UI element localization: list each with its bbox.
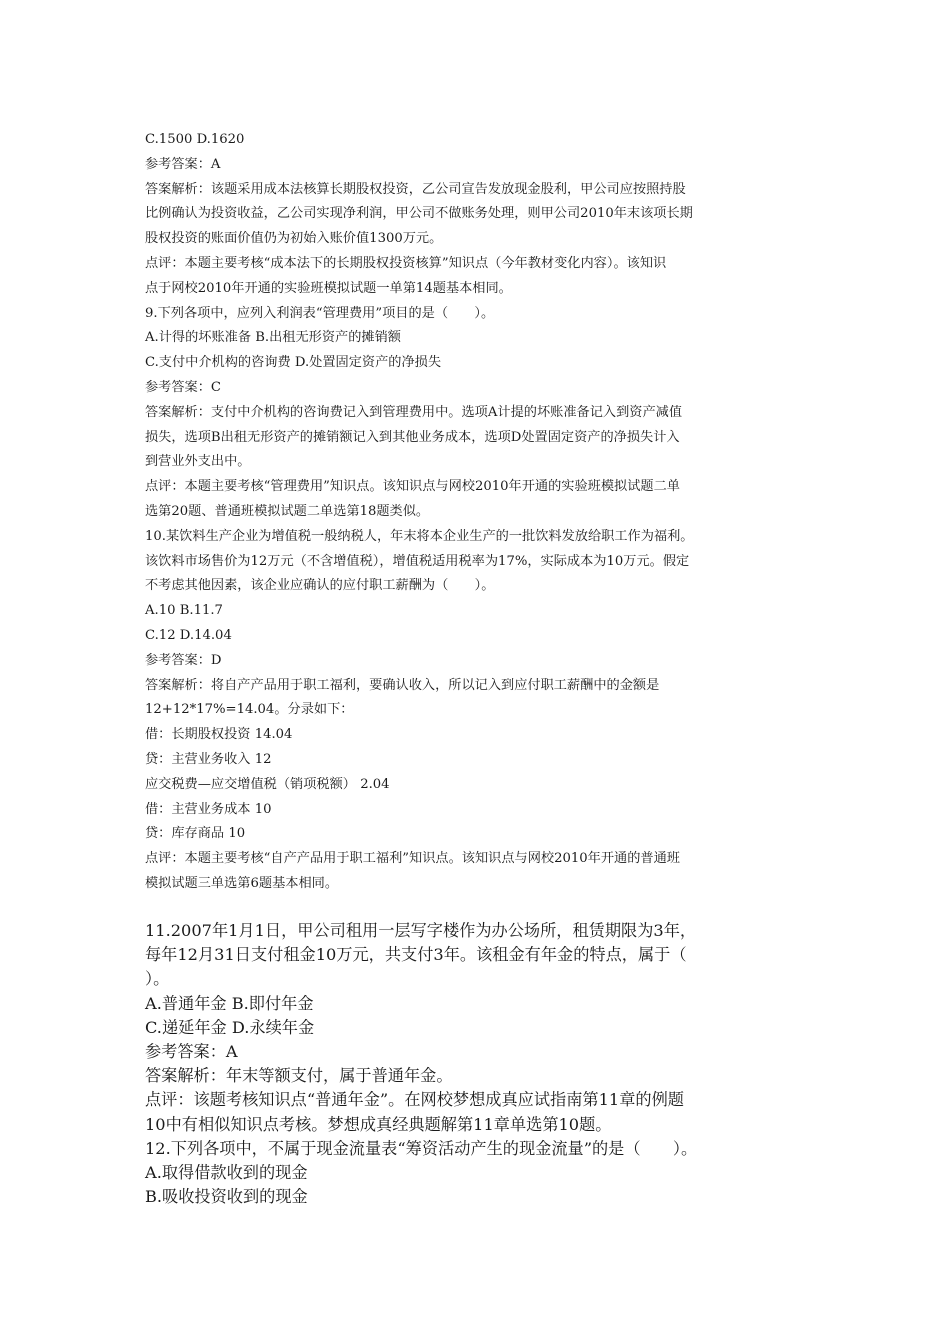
exam-section-large-text <box>145 919 825 1209</box>
text-line: 借：长期股权投资 14.04 <box>145 727 293 743</box>
text-line: A.取得借款收到的现金 <box>145 1162 308 1182</box>
text-line: 12+12*17%=14.04。分录如下： <box>145 702 354 718</box>
text-line: 该饮料市场售价为12万元（不含增值税），增值税适用税率为17%，实际成本为10万元。假定 <box>145 553 690 569</box>
text-line: 每年12月31日支付租金10万元，共支付3年。该租金有年金的特点，属于（ <box>145 945 687 965</box>
text-line: 模拟试题三单选第6题基本相同。 <box>145 875 339 891</box>
text-line: A.计得的坏账准备 B.出租无形资产的摊销额 <box>145 330 401 346</box>
text-line: A.普通年金 B.即付年金 <box>145 993 314 1013</box>
text-line: 点于网校2010年开通的实验班模拟试题一单第14题基本相同。 <box>145 280 512 296</box>
text-line: 贷：库存商品 10 <box>145 826 246 842</box>
text-line: 点评：该题考核知识点“普通年金”。在网校梦想成真应试指南第11章的例题 <box>145 1090 684 1110</box>
text-line: 答案解析：年末等额支付，属于普通年金。 <box>145 1066 453 1086</box>
text-line: 点评：本题主要考核“自产产品用于职工福利”知识点。该知识点与网校2010年开通的普通班 <box>145 851 680 867</box>
text-line: ）。 <box>145 969 170 989</box>
text-line: 股权投资的账面价值仍为初始入账价值1300万元。 <box>145 231 443 247</box>
text-line: 参考答案：A <box>145 1041 238 1061</box>
text-line: 答案解析：该题采用成本法核算长期股权投资，乙公司宣告发放现金股利，甲公司应按照持股 <box>145 181 686 197</box>
text-line: 到营业外支出中。 <box>145 454 251 470</box>
text-line: 应交税费—应交增值税（销项税额） 2.04 <box>145 776 390 792</box>
question-9-stem: 9.下列各项中，应列入利润表“管理费用”项目的是（ ）。 <box>145 305 495 321</box>
text-line: 答案解析：支付中介机构的咨询费记入到管理费用中。选项A计提的坏账准备记入到资产减值 <box>145 404 683 420</box>
text-line: 比例确认为投资收益，乙公司实现净利润，甲公司不做账务处理，则甲公司2010年末该项长期 <box>145 206 693 222</box>
text-line: C.支付中介机构的咨询费 D.处置固定资产的净损失 <box>145 355 442 371</box>
text-line: 选第20题、普通班模拟试题二单选第18题类似。 <box>145 503 430 519</box>
text-line: A.10 B.11.7 <box>145 603 223 619</box>
text-line: B.吸收投资收到的现金 <box>145 1187 308 1207</box>
text-line: 点评：本题主要考核“成本法下的长期股权投资核算”知识点（今年教材变化内容）。该知识 <box>145 255 667 271</box>
text-line: C.1500 D.1620 <box>145 132 245 147</box>
text-line: C.12 D.14.04 <box>145 627 232 643</box>
text-line: 点评：本题主要考核“管理费用”知识点。该知识点与网校2010年开通的实验班模拟试题二单 <box>145 479 680 495</box>
question-12-stem: 12.下列各项中，不属于现金流量表“筹资活动产生的现金流量”的是（ ）。 <box>145 1138 698 1158</box>
question-10-stem: 10.某饮料生产企业为增值税一般纳税人，年末将本企业生产的一批饮料发放给职工作为福利。 <box>145 528 694 544</box>
text-line: 贷：主营业务收入 12 <box>145 751 272 767</box>
text-line: 参考答案：C <box>145 379 222 395</box>
text-line: 10中有相似知识点考核。梦想成真经典题解第11章单选第10题。 <box>145 1114 612 1134</box>
text-line: C.递延年金 D.永续年金 <box>145 1017 315 1037</box>
text-line: 借：主营业务成本 10 <box>145 801 272 817</box>
text-line: 损失，选项B出租无形资产的摊销额记入到其他业务成本，选项D处置固定资产的净损失计入 <box>145 429 680 445</box>
text-line: 参考答案：D <box>145 652 222 668</box>
text-line: 答案解析：将自产产品用于职工福利，要确认收入，所以记入到应付职工薪酬中的金额是 <box>145 677 660 693</box>
question-11-stem: 11.2007年1月1日，甲公司租用一层写字楼作为办公场所，租赁期限为3年， <box>145 921 697 940</box>
text-line: 不考虑其他因素，该企业应确认的应付职工薪酬为（ ）。 <box>145 578 495 594</box>
exam-section-small-text <box>145 128 825 897</box>
text-line: 参考答案：A <box>145 156 221 172</box>
